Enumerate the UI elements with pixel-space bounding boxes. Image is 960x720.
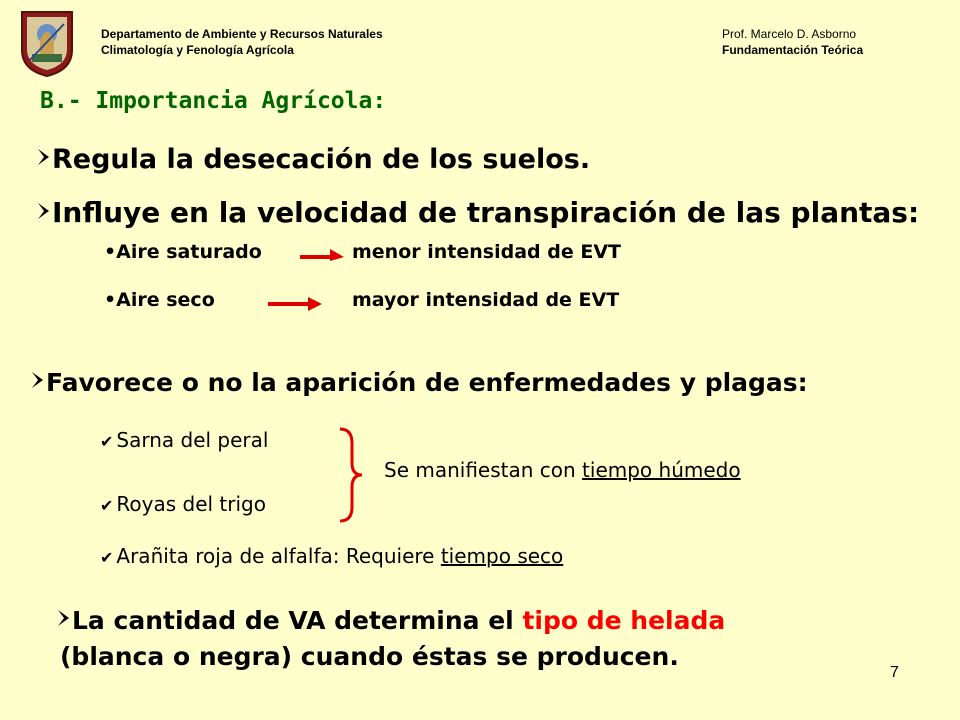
disease-item-wheat-rust — [100, 492, 266, 516]
dry-air-label: •Aire seco — [104, 289, 215, 311]
professor-name: Prof. Marcelo D. Asborno — [722, 27, 857, 41]
red-brace-icon — [336, 425, 366, 525]
red-arrow-icon — [266, 296, 324, 312]
section-name: Fundamentación Teórica — [722, 43, 864, 57]
humid-weather-note — [384, 458, 741, 482]
checkmark-icon: ✔ — [100, 432, 114, 451]
header-right — [722, 26, 863, 58]
frost-line-2: (blanca o negra) cuando éstas se producen. — [60, 642, 679, 671]
page-number: 7 — [890, 664, 899, 681]
disease-item-pear-scab — [100, 428, 268, 452]
university-seal-logo — [18, 10, 76, 78]
disease-text: Royas del trigo — [116, 492, 266, 516]
arrow-bullet-icon — [32, 372, 43, 388]
bullet-soil-drying — [38, 144, 590, 175]
department-name: Departamento de Ambiente y Recursos Naturales — [101, 27, 383, 41]
bullet-frost — [58, 606, 725, 635]
frost-text: La cantidad de VA determina el — [72, 606, 523, 635]
red-arrow-icon — [298, 247, 346, 263]
disease-text: Arañita roja de alfalfa: Requiere — [116, 544, 441, 568]
note-underlined: tiempo húmedo — [582, 458, 741, 482]
frost-type-highlight: tipo de helada — [522, 606, 726, 635]
checkmark-icon: ✔ — [100, 548, 114, 567]
saturated-air-effect: menor intensidad de EVT — [352, 241, 621, 263]
bullet-transpiration — [38, 196, 919, 229]
bullet-text: Favorece o no la aparición de enfermedades y plagas: — [46, 368, 808, 397]
dry-weather-underlined: tiempo seco — [440, 544, 564, 568]
checkmark-icon: ✔ — [100, 496, 114, 515]
bullet-diseases — [32, 368, 808, 397]
disease-item-red-spider — [100, 544, 563, 568]
arrow-bullet-icon — [38, 203, 49, 219]
saturated-air-label: •Aire saturado — [104, 241, 262, 263]
arrow-bullet-icon — [58, 610, 69, 626]
bullet-text: Influye en la velocidad de transpiración de las plantas: — [52, 196, 920, 229]
course-name: Climatología y Fenología Agrícola — [101, 43, 294, 57]
bullet-text: Regula la desecación de los suelos. — [52, 144, 591, 175]
dry-air-effect: mayor intensidad de EVT — [352, 289, 620, 311]
arrow-bullet-icon — [38, 149, 49, 165]
section-title: B.- Importancia Agrícola: — [40, 88, 387, 114]
header-left — [101, 26, 383, 58]
disease-text: Sarna del peral — [116, 428, 269, 452]
note-prefix: Se manifiestan con — [384, 458, 583, 482]
